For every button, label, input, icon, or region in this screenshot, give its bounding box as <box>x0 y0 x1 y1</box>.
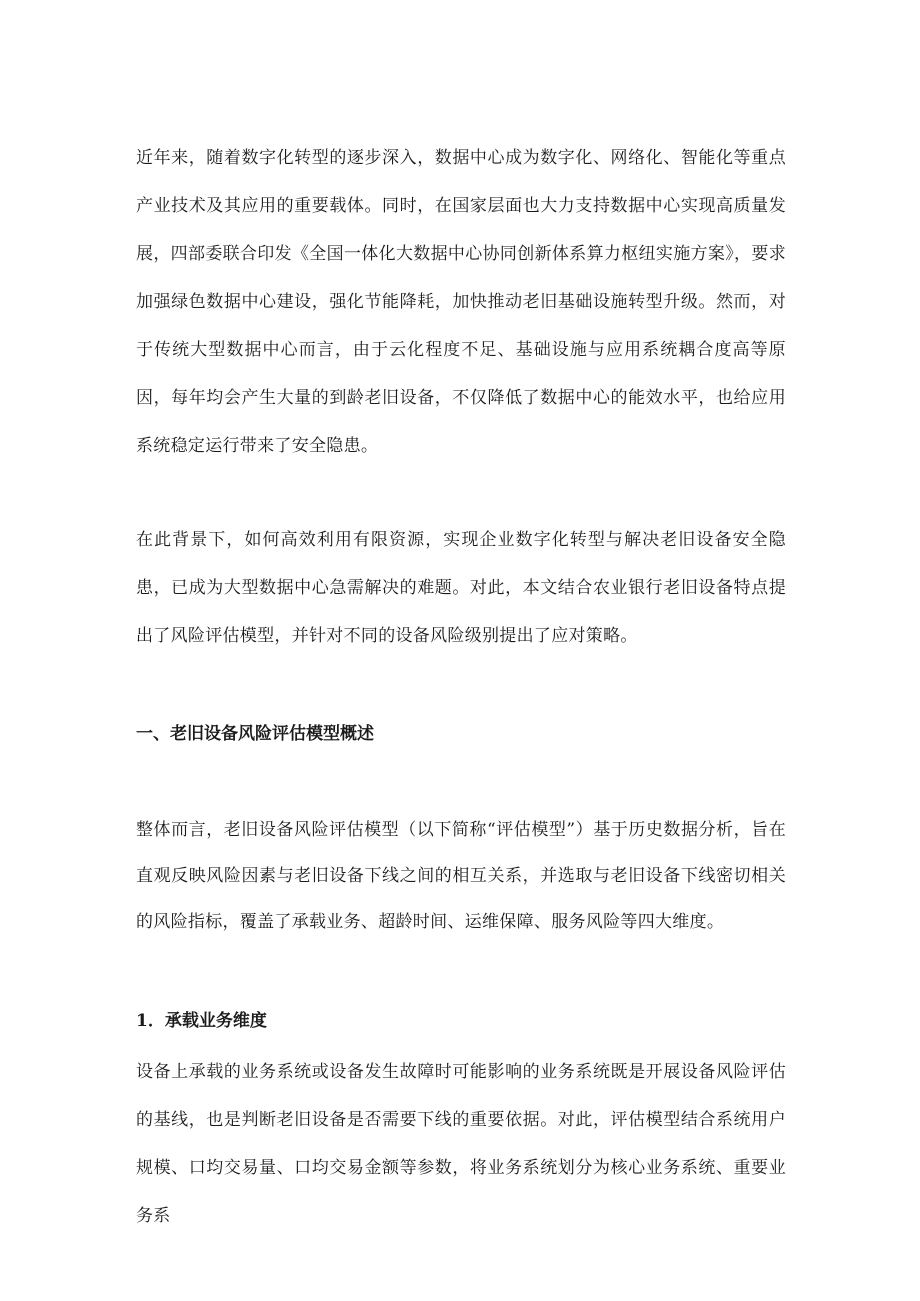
intro-paragraph: 近年来，随着数字化转型的逐步深入，数据中心成为数字化、网络化、智能化等重点产业技术及其应用的重要载体。同时，在国家层面也大力支持数据中心实现高质量发展，四部委联合印发《全国一体化大数据中心协同创新体系算力枢纽实施方案》，要求加强绿色数据中心建设，强化节能降耗，加快推动老旧基础设施转型升级。然而，对于传统大型数据中心而言，由于云化程度不足、基础设施与应用系统耦合度高等原因，每年均会产生大量的到龄老旧设备，不仅降低了数据中心的能效水平，也给应用系统稳定运行带来了安全隐患。 <box>136 148 786 456</box>
background-paragraph: 在此背景下，如何高效利用有限资源，实现企业数字化转型与解决老旧设备安全隐患，已成为大型数据中心急需解决的难题。对此，本文结合农业银行老旧设备特点提出了风险评估模型，并针对不同的设备风险级别提出了应对策略。 <box>136 530 786 646</box>
subsection-heading: 1．承载业务维度 <box>136 1011 267 1031</box>
section-heading: 一、老旧设备风险评估模型概述 <box>136 724 374 744</box>
overview-paragraph: 整体而言，老旧设备风险评估模型（以下简称“评估模型”）基于历史数据分析，旨在直观反映风险因素与老旧设备下线之间的相互关系，并选取与老旧设备下线密切相关的风险指标，覆盖了承载业务、超龄时间、运维保障、服务风险等四大维度。 <box>136 820 786 932</box>
business-dimension-paragraph: 设备上承载的业务系统或设备发生故障时可能影响的业务系统既是开展设备风险评估的基线，也是判断老旧设备是否需要下线的重要依据。对此，评估模型结合系统用户规模、口均交易量、口均交易金额等参数，将业务系统划分为核心业务系统、重要业务系 <box>136 1062 786 1226</box>
